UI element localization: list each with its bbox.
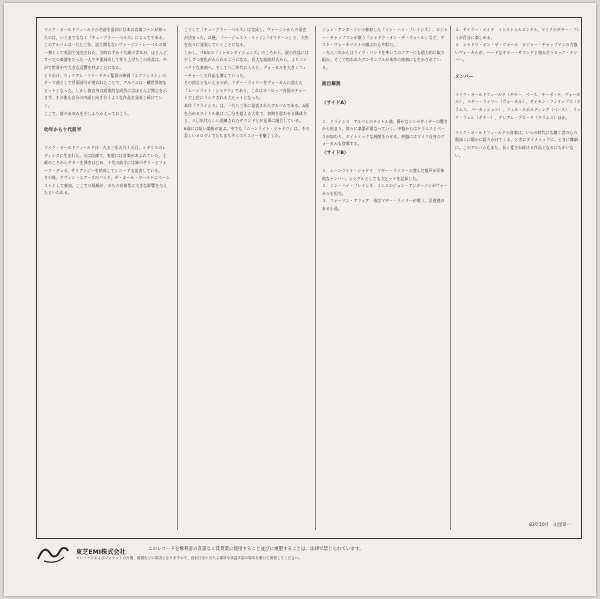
liner-note-paragraph: １．ムーンライト・シャドウ マギー・ライリーの澄んだ歌声が印象的なナンバー。シングルとしても大ヒットを記録した。 [322, 168, 445, 181]
notes-column-4 [455, 26, 581, 526]
column-divider [315, 26, 316, 530]
liner-note-paragraph: ２．イン・ハイ・プレイシズ イエスのジョン・アンダーソンがヴォーカルを担当。 [322, 183, 448, 196]
liner-note-paragraph: こうして『チューブラー・ベルズ』は完成し、ヴァージンからの発売が決まった。以後、『ハージェスト・リッジ』『オマドーン』と、大作を次々に発表していくことになる。 [184, 27, 309, 48]
company-name: 東芝EMI株式会社 [76, 549, 126, 556]
virgin-logo [36, 543, 70, 565]
virgin-logo-icon [36, 543, 70, 565]
liner-note-paragraph: １．クライシス アルバムのタイトル曲。静かなシンセサイザーの響きから始まり、徐々に楽器が重なっていく。中盤からはドラムスとベースが加わり、ダイナミックな展開をみせる。終盤にはマイク自身のヴォーカルも登場する。 [322, 118, 448, 147]
liner-note-paragraph: しかし、'78年の『インカンテイションズ』のころから、彼の作品には少しずつ変化がみられるようになる。長大な組曲形式から、よりコンパクトな楽曲へ。そして八〇年代に入ると、ヴォーカルを大きくフィーチャーした作品も増えていった。 [184, 49, 309, 78]
liner-note-paragraph: ３．フォーリン・アフェア 再びマギー・ライリーが歌う、浮遊感のある小品。 [322, 198, 445, 212]
care-footnote: ＊レコードおよびジャケットの汚損、破損などの原因となりますので、直射日光の当たる場所や高温多湿の場所を避けて保管してください。 [76, 556, 303, 560]
liner-note-paragraph: 〈サイドA〉 [322, 101, 349, 107]
liner-note-paragraph: その後、ケヴィン・エアーズのバンド、ザ・ホール・ワールドにベーシストとして参加。ここでの経験が、のちの音楽性に大きな影響を与えたといわれる。 [44, 175, 170, 196]
liner-note-paragraph: 幼年から十代前半 [44, 127, 82, 133]
liner-note-paragraph: メンバー [455, 74, 474, 80]
liner-note-paragraph: マイク・オールドフィールド（ギター、ベース、キーボード、ヴォーカル）、マギー・ライリー（ヴォーカル）、サイモン・フィリップス（ドラムス、パーカッション）、フィル・スポルディング（ベース）、リック・フェン（ギター）、グレアム・ブロード（ドラムス）ほか。 [455, 91, 581, 120]
liner-note-paragraph: その頂点ともいえるのが、マギー・ライリーをヴォーカルに迎えた『ムーンライト・シャドウ』であり、これはヨーロッパ各国のチャートで上位にランクされる大ヒットとなった。 [184, 80, 307, 101]
liner-note-paragraph: 曲目解説 [322, 82, 341, 88]
liner-note-paragraph: ここで、彼のあゆみを少しふりかえっておこう。 [44, 110, 132, 116]
notes-column-1 [44, 26, 170, 526]
liner-note-paragraph: 一九八二年からはライヴ・バンドを率いてのツアーにも精力的に取り組み、そこで培われたアンサンブルが本作の演奏にも生かされている。 [322, 49, 445, 70]
column-divider [450, 26, 451, 530]
liner-note-paragraph: ジョン・アンダーソンの参加した『イン・ハイ・プレイシズ』、ロジャー・チャップマンが歌う『シャドウ・オン・ザ・ウォール』など、ゲスト・ヴォーカリストの顔ぶれも多彩だ。 [322, 27, 448, 48]
notes-column-3 [322, 26, 448, 526]
liner-note-paragraph: 〈サイドB〉 [322, 150, 349, 156]
liner-note-paragraph: ５．シャドウ・オン・ザ・ウォール ロジャー・チャップマンの力強いヴォーカルが、ハードなギター・サウンドと絡み合うロック・ナンバー。 [455, 42, 578, 63]
liner-note-paragraph: マイク・オールドフィールドは一九五三年五月十五日、イギリスのレディングに生まれた。父は医師で、家庭には音楽があふれていた。七歳のころからギターを弾きはじめ、十代の前半には姉のサリーとフォーク・デュオ、サリアンジーを結成してレコードも発表している。 [44, 144, 167, 173]
liner-notes-frame [36, 17, 582, 539]
liner-note-paragraph: 本作『クライシス』は、一九八三年に発表されたアルバムである。A面を占めるタイトル曲は二〇分を超える大作で、初期を思わせる構成力と、八〇年代らしい洗練されたサウンドとが見事に融合している。 [184, 102, 310, 124]
liner-note-paragraph: とりわけ、ウィリアム・フリードキン監督の映画『エクソシスト』のテーマ曲として冒頭部分が使われたことで、アルバムは一躍世界的なヒットとなった。しかし彼自身は商業的な成功にはほとんど関心を示さず、その後も自分の内面と向き合うような作品を発表し続けていく。 [44, 72, 167, 108]
footer [36, 543, 582, 591]
author-signature: 83年10月 山里章一 [529, 523, 571, 528]
liner-note-paragraph: マイク・オールドフィールドの音楽は、いつの時代にも聴く者の心の奥深くに静かに語りかけてくる。ときにダイナミックに、ときに繊細に。このアルバムもまた、長く愛され続ける作品となるにちがいない。 [455, 129, 578, 158]
liner-note-paragraph: ４．テイラー・メイド インストゥルメンタル。マイクのギター・プレイが存分に楽しめる。 [455, 27, 581, 40]
liner-notes-sheet [4, 3, 596, 596]
notes-column-2 [184, 26, 310, 526]
liner-note-paragraph: B面には短い楽曲が並ぶ。中でも『ムーンライト・シャドウ』は、その美しいメロディでたちまち多くのリスナーを魅了した。 [184, 125, 310, 139]
copyright-warning: このレコードを権利者の許諾なく賃貸業に使用すること並びに複製することは、法律で禁じられています。 [148, 547, 364, 552]
liner-note-paragraph: マイク・オールドフィールドの名前を最初に日本の音楽ファンが知ったのは、いうまでもなく『チューブラー・ベルズ』によってである。このアルバムは一九七三年、設立間もないヴァージン・レーベルの第一弾として英国で発売された。当時わずか十九歳の青年が、ほとんどすべての楽器をたった一人で多重録音して作り上げたこの作品は、やがて世界中で大きな反響を呼ぶことになる。 [44, 27, 168, 70]
column-divider [177, 26, 178, 530]
